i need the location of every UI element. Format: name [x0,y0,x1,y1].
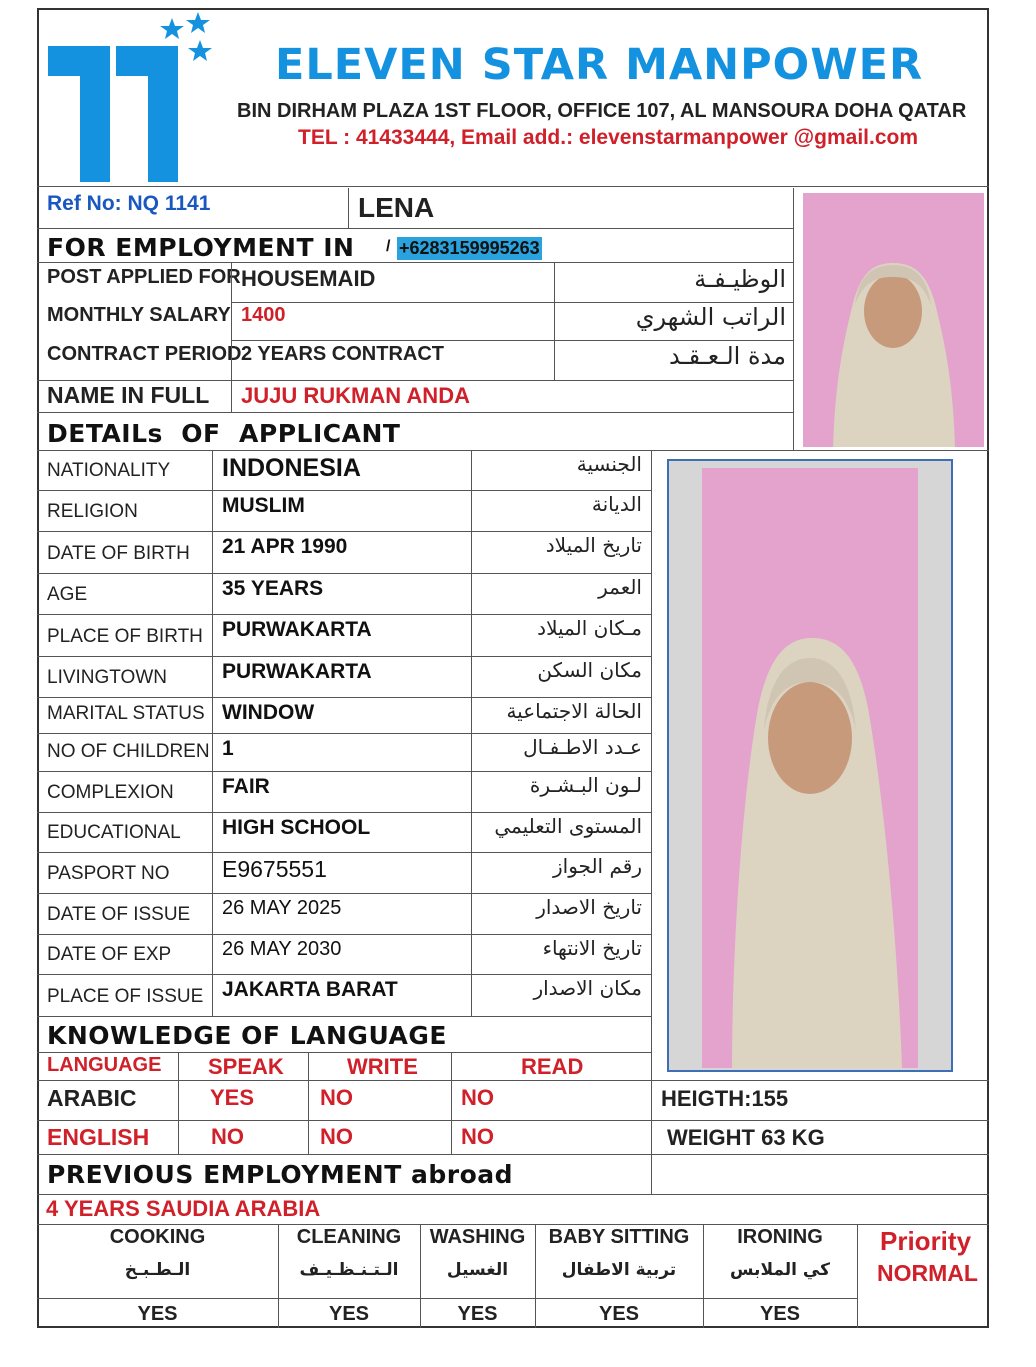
skill-value: YES [328,1303,370,1325]
previous-employment-title: PREVIOUS EMPLOYMENT abroad [47,1160,514,1189]
previous-employment-value: 4 YEARS SAUDIA ARABIA [46,1196,321,1221]
detail-label: DATE OF BIRTH [47,543,190,564]
skill-name: CLEANING [296,1226,402,1248]
detail-value: HIGH SCHOOL [222,816,371,839]
language-header-write: WRITE [347,1054,418,1079]
detail-value: 1 [222,737,234,760]
skill-value: YES [457,1303,498,1325]
detail-label: LIVINGTOWN [47,667,167,688]
top-row-arabic: الراتب الشهري [635,303,786,331]
top-row-label: CONTRACT PERIOD [47,343,242,365]
detail-label: DATE OF EXP [47,944,172,965]
detail-value: INDONESIA [222,454,361,482]
language-name: ARABIC [47,1085,137,1111]
skill-name: IRONING [737,1226,823,1248]
detail-arabic: الحالة الاجتماعية [506,699,642,723]
detail-arabic: مـكان الميلاد [537,616,642,640]
detail-value: WINDOW [222,701,315,724]
detail-label: NATIONALITY [47,460,171,481]
detail-arabic: رقم الجواز [553,854,642,878]
weight-value: WEIGHT 63 KG [667,1125,825,1150]
skill-arabic: الغسيل [446,1260,509,1280]
detail-label: PLACE OF ISSUE [47,986,204,1007]
short-name: LENA [358,192,435,223]
detail-label: PLACE OF BIRTH [47,626,203,647]
detail-value: 26 MAY 2030 [222,938,342,960]
skill-arabic: كي الملابس [730,1260,830,1280]
language-speak: YES [210,1085,255,1110]
top-row-label: POST APPLIED FOR [47,266,241,288]
detail-arabic: الجنسية [576,452,642,476]
top-row-value: HOUSEMAID [241,266,376,291]
skill-arabic: تربية الاطفال [561,1260,677,1280]
detail-label: DATE OF ISSUE [47,904,191,925]
detail-arabic: تاريخ الاصدار [536,895,642,919]
top-row-label: MONTHLY SALARY [47,304,231,326]
skill-name: COOKING [109,1226,206,1248]
detail-arabic: تاريخ الانتهاء [542,936,642,960]
detail-arabic: عـدد الاطـفـال [523,735,642,759]
detail-arabic: لـون البـشـرة [529,773,642,797]
ref-number: Ref No: NQ 1141 [47,192,211,215]
language-header-read: READ [521,1054,584,1079]
company-address: BIN DIRHAM PLAZA 1ST FLOOR, OFFICE 107, AL MANSOURA DOHA QATAR [237,100,967,122]
skill-arabic: الـتـنـظـيـف [299,1260,399,1280]
language-header-speak: SPEAK [208,1054,284,1079]
skill-name: BABY SITTING [548,1226,690,1248]
language-write: NO [320,1085,353,1110]
detail-value: 35 YEARS [222,577,324,600]
detail-arabic: تاريخ الميلاد [545,533,642,557]
detail-value: FAIR [222,775,270,798]
top-row-arabic: الوظيـفـة [694,265,786,293]
detail-label: COMPLEXION [47,782,174,803]
company-contact: TEL : 41433444, Email add.: elevenstarmanpower @gmail.com [298,126,919,149]
detail-arabic: المستوى التعليمي [494,814,642,838]
top-row-value: 1400 [241,304,286,326]
detail-value: JAKARTA BARAT [222,978,398,1001]
detail-label: MARITAL STATUS [47,703,205,724]
detail-value: PURWAKARTA [222,618,372,641]
top-row-value: 2 YEARS CONTRACT [241,343,444,365]
full-name-value: JUJU RUKMAN ANDA [241,383,470,408]
skill-value: YES [598,1303,640,1325]
top-row-arabic: مدة الـعـقـد [668,342,786,370]
detail-arabic: مكان السكن [537,658,642,682]
detail-arabic: الديانة [591,492,642,516]
priority-value: NORMAL [877,1260,978,1286]
detail-value: 21 APR 1990 [222,535,348,558]
skill-value: YES [759,1303,801,1325]
detail-label: PASPORT NO [47,863,170,884]
detail-value: E9675551 [222,856,327,882]
full-name-label: NAME IN FULL [47,382,210,408]
detail-label: EDUCATIONAL [47,822,181,843]
detail-arabic: مكان الاصدار [533,976,642,1000]
detail-value: PURWAKARTA [222,660,372,683]
details-title: DETAILs OF APPLICANT [47,419,401,448]
employment-separator: / [386,238,391,255]
detail-label: NO OF CHILDREN [47,741,210,762]
detail-label: AGE [47,584,88,605]
detail-value: MUSLIM [222,494,305,517]
detail-label: RELIGION [47,501,138,522]
detail-arabic: العمر [598,575,642,599]
priority-label: Priority [880,1226,972,1256]
skill-name: WASHING [429,1226,526,1248]
language-read: NO [461,1085,494,1110]
language-title: KNOWLEDGE OF LANGUAGE [47,1021,447,1050]
language-write: NO [320,1124,353,1149]
height-value: HEIGTH:155 [661,1086,789,1111]
skill-value: YES [137,1303,178,1325]
applicant-photo-small [803,193,984,447]
company-logo [48,12,218,184]
company-name: ELEVEN STAR MANPOWER [275,40,924,90]
applicant-photo-large [702,468,918,1068]
skill-arabic: الـطـبـخ [124,1260,191,1280]
language-speak: NO [211,1124,244,1149]
phone-number: +6283159995263 [399,238,540,258]
language-name: ENGLISH [47,1124,150,1150]
language-read: NO [461,1124,494,1149]
detail-value: 26 MAY 2025 [222,897,342,919]
language-header-language: LANGUAGE [47,1054,162,1076]
employment-label: FOR EMPLOYMENT IN [47,233,355,262]
